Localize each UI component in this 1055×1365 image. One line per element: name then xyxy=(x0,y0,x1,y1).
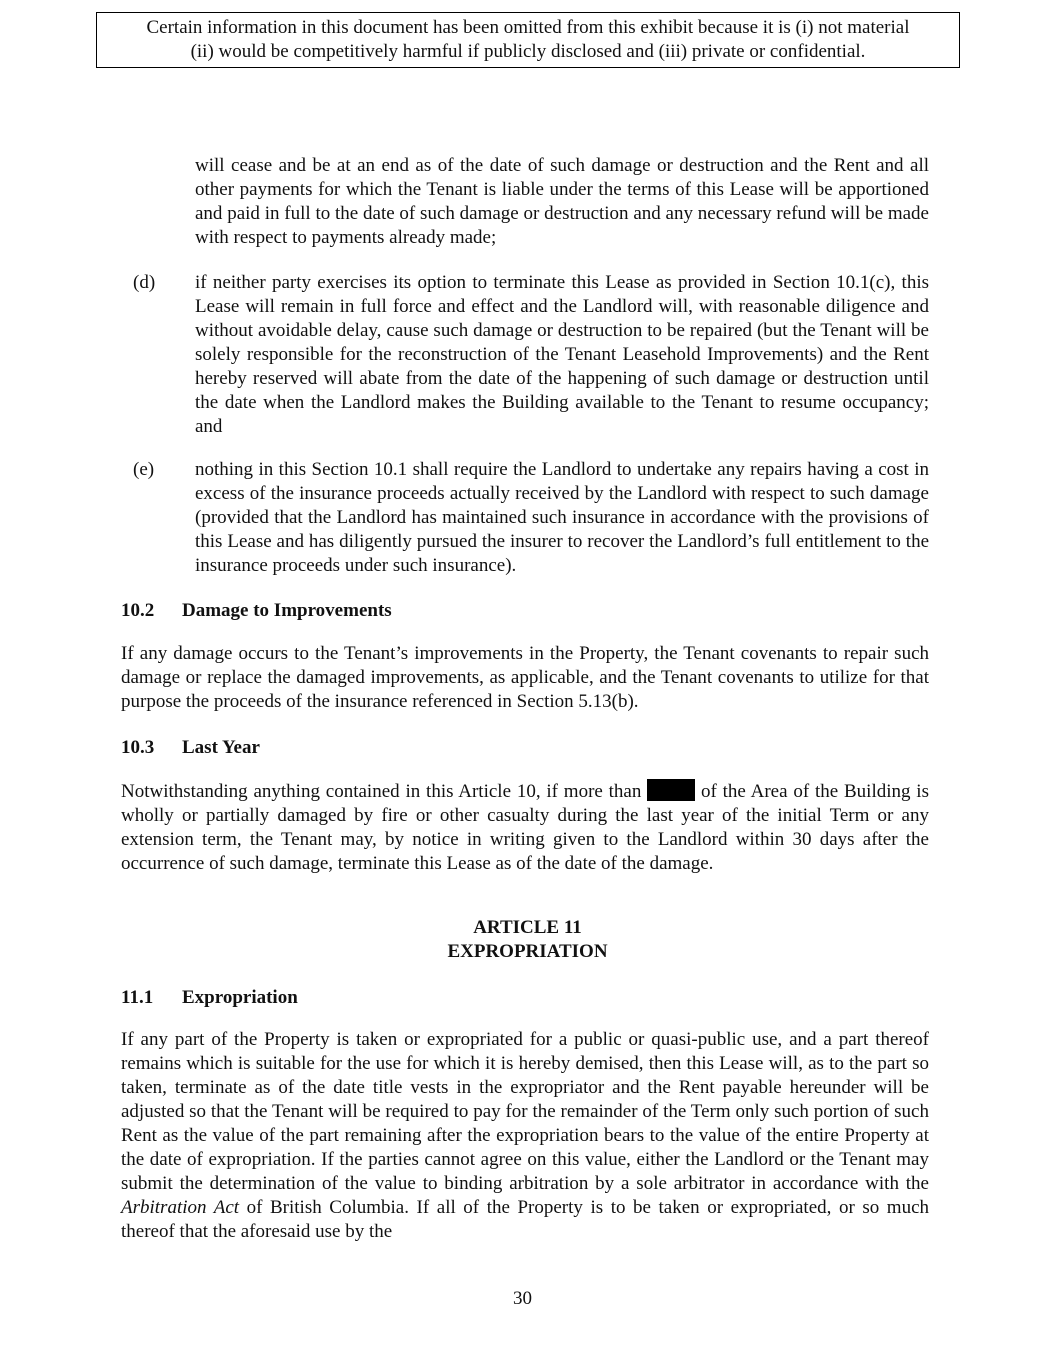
item-e-text: nothing in this Section 10.1 shall require the Landlord to undertake any repairs having a cost in excess of the insurance proceeds actually received by the Landlord with respect to such damage (provided that the Landlord has maintained such insurance in accordance with the provisions of this Lease and has diligently pursued the insurer to recover the Landlord’s full entitlement to the insurance proceeds under such insurance). xyxy=(195,459,929,576)
confidentiality-notice xyxy=(96,12,960,68)
section-number: 11.1 xyxy=(121,987,154,1008)
continuation-paragraph: will cease and be at an end as of the date of such damage or destruction and the Rent and all other payments for which the Tenant is liable under the terms of this Lease will be apportioned and paid in full to the date of such damage or destruction and any necessary refund will be made with respect to payments already made; xyxy=(195,155,929,248)
section-10-3-heading xyxy=(121,736,260,760)
article-number: ARTICLE 11 xyxy=(473,917,582,938)
section-title: Last Year xyxy=(182,737,260,758)
notice-line-2: (ii) would be competitively harmful if publicly disclosed and (iii) private or confidential. xyxy=(190,41,866,62)
section-title: Expropriation xyxy=(182,987,298,1008)
notice-line-1: Certain information in this document has been omitted from this exhibit because it is (i) not material xyxy=(146,17,910,38)
item-e-label: (e) xyxy=(133,459,155,480)
page-number: 30 xyxy=(513,1288,532,1309)
redaction-box xyxy=(647,779,695,801)
section-11-1-heading xyxy=(121,986,298,1010)
text-after-redaction: of the Area of the Building is wholly or partially damaged by fire or other casualty during the last year of the initial Term or any extension term, the Tenant may, by notice in writing given to the Landlord within 30 days after the occurrence of such damage, terminate this Lease as of the date of the damage. xyxy=(121,781,929,874)
section-11-1-text xyxy=(121,1028,929,1244)
section-number: 10.3 xyxy=(121,737,155,758)
text-before-act: If any part of the Property is taken or expropriated for a public or quasi-public use, and a part thereof remains which is suitable for the use for which it is hereby demised, then this Lease will, as to the part so taken, terminate as of the date title vests in the expropriator and the Rent payable hereunder will be adjusted so that the Tenant will be required to pay for the remainder of the Term only such portion of such Rent as the value of the part remaining after the expropriation bears to the value of the entire Property at the date of expropriation. If the parties cannot agree on this value, either the Landlord or the Tenant may submit the determination of the value to binding arbitration by a sole arbitrator in accordance with the xyxy=(121,1029,929,1194)
item-d-text: if neither party exercises its option to terminate this Lease as provided in Section 10.1(c), this Lease will remain in full force and effect and the Landlord will, with reasonable diligence and without avoidable delay, cause such damage or destruction to be repaired (but the Tenant will be solely responsible for the reconstruction of the Tenant Leasehold Improvements) and the Rent hereby reserved will abate from the date of the happening of such damage or destruction until the date when the Landlord makes the Building available to the Tenant to resume occupancy; and xyxy=(195,272,929,437)
section-10-2-heading xyxy=(121,599,392,623)
text-before-redaction: Notwithstanding anything contained in this Article 10, if more than xyxy=(121,781,642,802)
article-title: EXPROPRIATION xyxy=(447,941,608,962)
act-name: Arbitration Act xyxy=(121,1197,240,1218)
section-number: 10.2 xyxy=(121,600,155,621)
section-title: Damage to Improvements xyxy=(182,600,392,621)
item-d-label: (d) xyxy=(133,272,156,293)
section-10-3-text xyxy=(121,779,929,876)
section-10-2-text: If any damage occurs to the Tenant’s improvements in the Property, the Tenant covenants to repair such damage or replace the damaged improvements, as applicable, and the Tenant covenants to utilize for that purpose the proceeds of the insurance referenced in Section 5.13(b). xyxy=(121,643,929,712)
text-after-act: of British Columbia. If all of the Property is to be taken or expropriated, or so much thereof that the aforesaid use by the xyxy=(121,1197,930,1242)
